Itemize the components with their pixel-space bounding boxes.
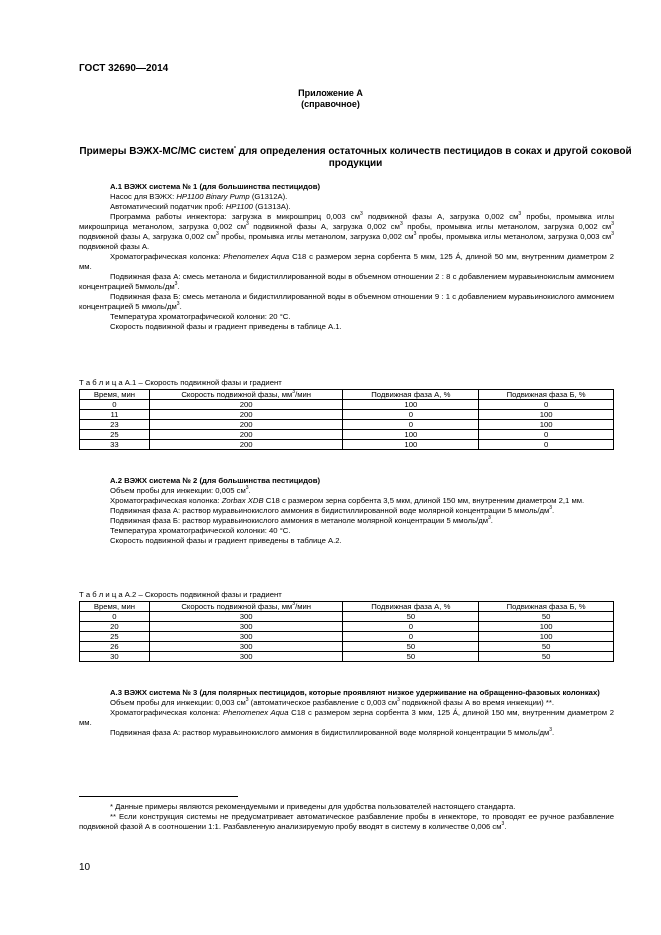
paragraph: Подвижная фаза Б: раствор муравьинокислого аммония в метаноле молярной концентрации 5 ммоль/$дм^3$.	[110, 515, 493, 525]
document-header: ГОСТ 32690—2014	[79, 63, 169, 74]
paragraph: Объем пробы для инжекции: 0,003 $см^3$ (автоматическое разбавление с 0,003 $см^3$ подвижной фазы А во время инжекции) **.	[110, 697, 554, 707]
table-cell: 100	[479, 632, 614, 642]
table-row	[80, 400, 614, 410]
table-cell: 0	[479, 400, 614, 410]
page-number: 10	[79, 862, 91, 873]
table-row	[80, 440, 614, 450]
table-cell: 300	[149, 642, 343, 652]
section-heading: А.2 ВЭЖХ система № 2 (для большинства пестицидов)	[110, 476, 321, 485]
table-row	[80, 612, 614, 622]
table-header-row	[80, 390, 614, 400]
column-header: Скорость подвижной фазы, $мм^3$/мин	[149, 602, 343, 612]
column-header: Подвижная фаза Б, %	[479, 390, 614, 400]
paragraph: Программа работы инжектора: загрузка в микрошприц 0,003 $см^3$ подвижной фазы А, загрузка 0,002 $см^3$ пробы, промывка иглы микрошприца метанолом, загрузка 0,002 $см^3$ подвижной фазы А, загрузка 0,002 $см^3$ пробы, промывка иглы метанолом, загрузка 0,002 $см^3$ подвижной фазы А, загрузка 0,002 $см^3$ пробы, промывка иглы метанолом, загрузка 0,002 $см^3$ пробы, промывка иглы метанолом, загрузка 0,003 $см^3$ подвижной фазы А.	[79, 211, 615, 251]
section-heading: А.3 ВЭЖХ система № 3 (для полярных пестицидов, которые проявляют низкое удерживание на обращенно-фазовых колонках)	[110, 688, 600, 697]
section-2	[79, 476, 614, 546]
table-cell: 0	[80, 400, 150, 410]
paragraph: Автоматический податчик проб: HP1100 (G1313A).	[110, 202, 291, 211]
table-cell: 50	[479, 612, 614, 622]
table-cell: 100	[479, 622, 614, 632]
table-cell: 0	[479, 440, 614, 450]
table-cell: 100	[343, 400, 479, 410]
column-header: Скорость подвижной фазы, $мм^3$/мин	[149, 390, 343, 400]
table-cell: 300	[149, 632, 343, 642]
table-row	[80, 622, 614, 632]
table-cell: 30	[80, 652, 150, 662]
table-cell: 100	[479, 420, 614, 430]
footnote-separator	[79, 796, 238, 797]
footnotes	[79, 802, 614, 832]
table-cell: 0	[343, 632, 479, 642]
table-cell: 300	[149, 652, 343, 662]
paragraph: Хроматографическая колонка: Phenomenex Aqua C18 с размером зерна сорбента 3 мкм, 125 Á, длиной 150 мм, внутренним диаметром 2 мм.	[79, 708, 615, 727]
paragraph: Хроматографическая колонка: Phenomenex Aqua C18 с размером зерна сорбента 5 мкм, 125 Á, длиной 50 мм, внутренним диаметром 2 мм.	[79, 252, 615, 271]
appendix-title: Приложение А	[298, 88, 363, 98]
table-cell: 100	[343, 430, 479, 440]
table-cell: 200	[149, 430, 343, 440]
paragraph: Подвижная фаза А: смесь метанола и бидистиллированной воды в объемном отношении 2 : 8 с добавлением муравьинокислым аммонием концентрацией $5ммоль/дм^3$.	[79, 272, 614, 291]
table-cell: 0	[343, 410, 479, 420]
table-1-caption: Т а б л и ц а А.1 – Скорость подвижной фазы и градиент	[79, 378, 282, 387]
table-row	[80, 430, 614, 440]
paragraph: Скорость подвижной фазы и градиент приведены в таблице А.1.	[110, 322, 342, 331]
table-cell: 23	[80, 420, 150, 430]
table-cell: 50	[343, 612, 479, 622]
paragraph: Насос для ВЭЖХ: HP1100 Binary Pump (G1312A).	[110, 192, 288, 201]
column-header: Подвижная фаза А, %	[343, 602, 479, 612]
table-2	[79, 601, 614, 662]
paragraph: Объем пробы для инжекции: 0,005 $см^3$.	[110, 485, 251, 495]
table-row	[80, 410, 614, 420]
table-cell: 25	[80, 632, 150, 642]
table-cell: 100	[479, 410, 614, 420]
paragraph: Подвижная фаза А: раствор муравьинокислого аммония в бидистиллированной воде молярной концентрации 5 ммоль/$дм^3$.	[110, 505, 555, 515]
table-cell: 50	[343, 642, 479, 652]
table-cell: 300	[149, 612, 343, 622]
table-header-row	[80, 602, 614, 612]
table-cell: 11	[80, 410, 150, 420]
section-3	[79, 688, 614, 738]
table-row	[80, 642, 614, 652]
table-1	[79, 389, 614, 450]
paragraph: Температура хроматографической колонки: 40 °С.	[110, 526, 291, 535]
appendix-subtitle: (справочное)	[301, 99, 360, 109]
table-row	[80, 652, 614, 662]
main-title: Примеры ВЭЖХ-МС/МС систем* для определения остаточных количеств пестицидов в соках и другой соковой продукции	[79, 146, 632, 169]
table-cell: 33	[80, 440, 150, 450]
section-heading: А.1 ВЭЖХ система № 1 (для большинства пестицидов)	[110, 182, 321, 191]
paragraph: Температура хроматографической колонки: 20 °С.	[110, 312, 291, 321]
table-cell: 50	[479, 642, 614, 652]
table-cell: 26	[80, 642, 150, 652]
footnote: ** Если конструкция системы не предусматривает автоматическое разбавление пробы в инжекторе, то проводят ее ручное разбавление подвижной фазой А в соотношении 1:1. Разбавленную анализируемую пробу вводят в систему в количестве 0,006 $см^3$.	[79, 812, 614, 831]
paragraph: Подвижная фаза А: раствор муравьинокислого аммония в бидистиллированной воде молярной концентрации 5 ммоль/$дм^3$.	[110, 727, 555, 737]
table-cell: 200	[149, 400, 343, 410]
paragraph: Скорость подвижной фазы и градиент приведены в таблице А.2.	[110, 536, 342, 545]
column-header: Время, мин	[80, 390, 150, 400]
table-2-caption: Т а б л и ц а А.2 – Скорость подвижной фазы и градиент	[79, 590, 282, 599]
table-cell: 0	[343, 622, 479, 632]
table-cell: 25	[80, 430, 150, 440]
table-cell: 100	[343, 440, 479, 450]
table-row	[80, 420, 614, 430]
table-cell: 200	[149, 440, 343, 450]
table-cell: 0	[80, 612, 150, 622]
table-cell: 200	[149, 420, 343, 430]
table-cell: 50	[479, 652, 614, 662]
column-header: Время, мин	[80, 602, 150, 612]
section-1	[79, 182, 614, 332]
table-row	[80, 632, 614, 642]
footnote: * Данные примеры являются рекомендуемыми и приведены для удобства пользователей настоящего стандарта.	[110, 802, 516, 811]
table-cell: 300	[149, 622, 343, 632]
paragraph: Подвижная фаза Б: смесь метанола и бидистиллированной воды в объемном отношении 9 : 1 с добавлением муравьинокислого аммонием концентрацией 5 ммоль/$дм^3$.	[79, 292, 614, 311]
paragraph: Хроматографическая колонка: Zorbax XDB C18 с размером зерна сорбента 3,5 мкм, длиной 150 мм, внутренним диаметром 2,1 мм.	[110, 496, 585, 505]
column-header: Подвижная фаза Б, %	[479, 602, 614, 612]
table-cell: 50	[343, 652, 479, 662]
column-header: Подвижная фаза А, %	[343, 390, 479, 400]
table-cell: 200	[149, 410, 343, 420]
table-cell: 0	[343, 420, 479, 430]
table-cell: 0	[479, 430, 614, 440]
table-cell: 20	[80, 622, 150, 632]
